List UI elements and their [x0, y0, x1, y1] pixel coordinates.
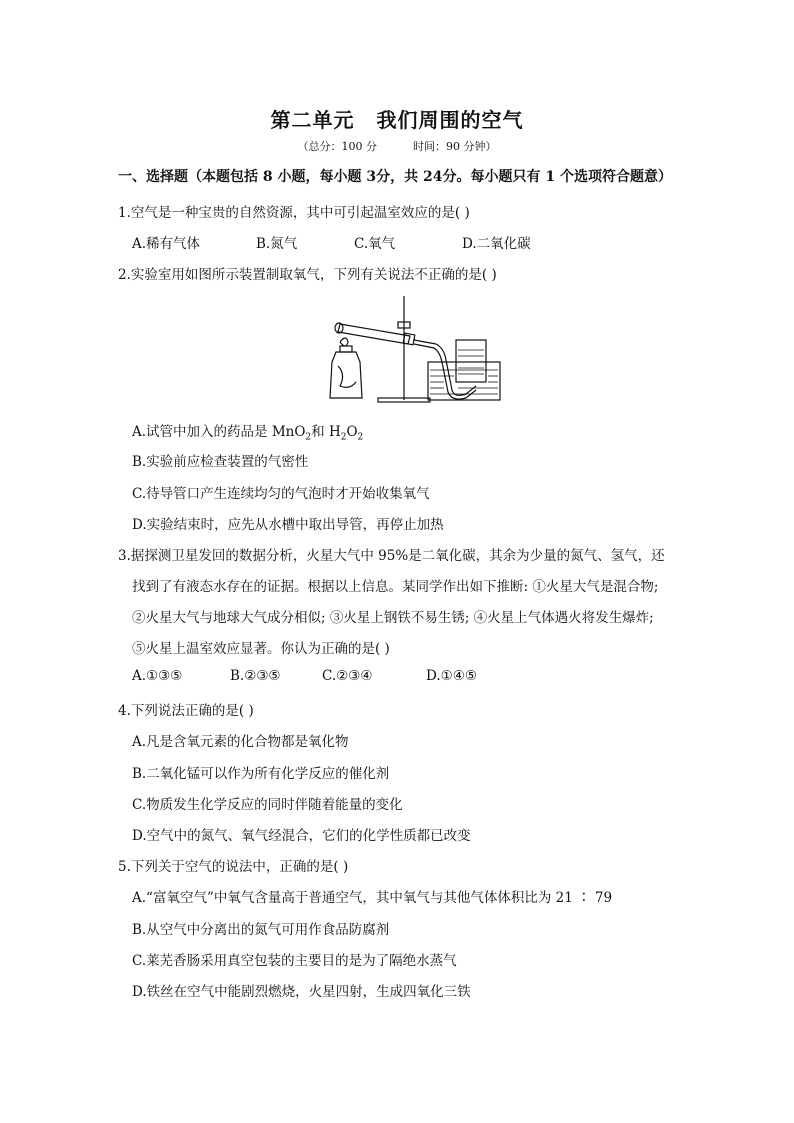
- alcohol-lamp: [330, 352, 362, 398]
- q2-option-d: D.实验结束时，应先从水槽中取出导管，再停止加热: [132, 517, 444, 533]
- q1-option-a: A.稀有气体: [132, 236, 201, 252]
- q5-option-d: D.铁丝在空气中能剧烈燃烧，火星四射，生成四氧化三铁: [132, 984, 471, 1000]
- question-3-line-1: 3.据探测卫星发回的数据分析，火星大气中 95%是二氧化碳，其余为少量的氮气、氢气，还: [118, 548, 665, 564]
- q4-option-c: C.物质发生化学反应的同时伴随着能量的变化: [132, 797, 403, 813]
- q3-option-d: D.①④⑤: [426, 668, 477, 684]
- q2-option-a: A.试管中加入的药品是 MnO$_2$和 $H_2O_2$: [132, 424, 364, 443]
- question-3-line-4: ⑤火星上温室效应显著。你认为正确的是( ): [132, 641, 390, 657]
- question-3-line-3: ②火星大气与地球大气成分相似; ③火星上钢铁不易生锈; ④火星上气体遇火将发生爆炸;: [132, 610, 654, 626]
- q4-option-a: A.凡是含氧元素的化合物都是氧化物: [132, 734, 349, 750]
- q5-option-b: B.从空气中分离出的氮气可用作食品防腐剂: [132, 922, 390, 938]
- topic-label: 我们周围的空气: [376, 108, 524, 132]
- question-2-stem: 2.实验室用如图所示装置制取氧气，下列有关说法不正确的是( ): [118, 267, 497, 283]
- q4-option-b: B.二氧化锰可以作为所有化学反应的催化剂: [132, 766, 390, 782]
- q3-option-b: B.②③⑤: [230, 668, 281, 684]
- flame: [340, 338, 348, 346]
- q5-option-a: A.“富氧空气”中氧气含量高于普通空气，其中氧气与其他气体体积比为 21 ∶ 79: [132, 890, 613, 906]
- q1-option-d: D.二氧化碳: [462, 236, 531, 252]
- unit-label: 第二单元: [270, 108, 355, 132]
- q4-option-d: D.空气中的氮气、氧气经混合，它们的化学性质都已改变: [132, 828, 471, 844]
- question-1-options: [132, 232, 531, 252]
- collecting-bottle: [456, 340, 486, 382]
- q2-option-c: C.待导管口产生连续均匀的气泡时才开始收集氧气: [132, 486, 430, 502]
- section-heading: 一、选择题（本题包括 8 小题，每小题 3分，共 24分。每小题只有 1 个选项符合题意）: [118, 169, 672, 185]
- q3-option-c: C.②③④: [322, 668, 373, 684]
- q1-option-b: B.氮气: [256, 236, 298, 252]
- time-limit: 时间：90 分钟）: [413, 140, 497, 153]
- q1-option-c: C.氧气: [354, 236, 396, 252]
- test-tube: [338, 324, 410, 344]
- question-3-line-2: 找到了有液态水存在的证据。根据以上信息。某同学作出如下推断: ①火星大气是混合物;: [132, 579, 659, 595]
- q5-option-c: C.莱芜香肠采用真空包装的主要目的是为了隔绝水蒸气: [132, 953, 457, 969]
- oxygen-apparatus-diagram: [326, 290, 516, 408]
- total-score: （总分：100 分: [297, 140, 377, 153]
- question-1-stem: 1.空气是一种宝贵的自然资源，其中可引起温室效应的是( ): [118, 205, 470, 221]
- question-5-stem: 5.下列关于空气的说法中，正确的是( ): [118, 859, 349, 875]
- page-title: [0, 104, 794, 133]
- exam-meta: [0, 138, 794, 154]
- q3-option-a: A.①③⑤: [132, 668, 183, 684]
- question-4-stem: 4.下列说法正确的是( ): [118, 703, 254, 719]
- q2-option-b: B.实验前应检查装置的气密性: [132, 454, 309, 470]
- question-3-options: [132, 668, 477, 684]
